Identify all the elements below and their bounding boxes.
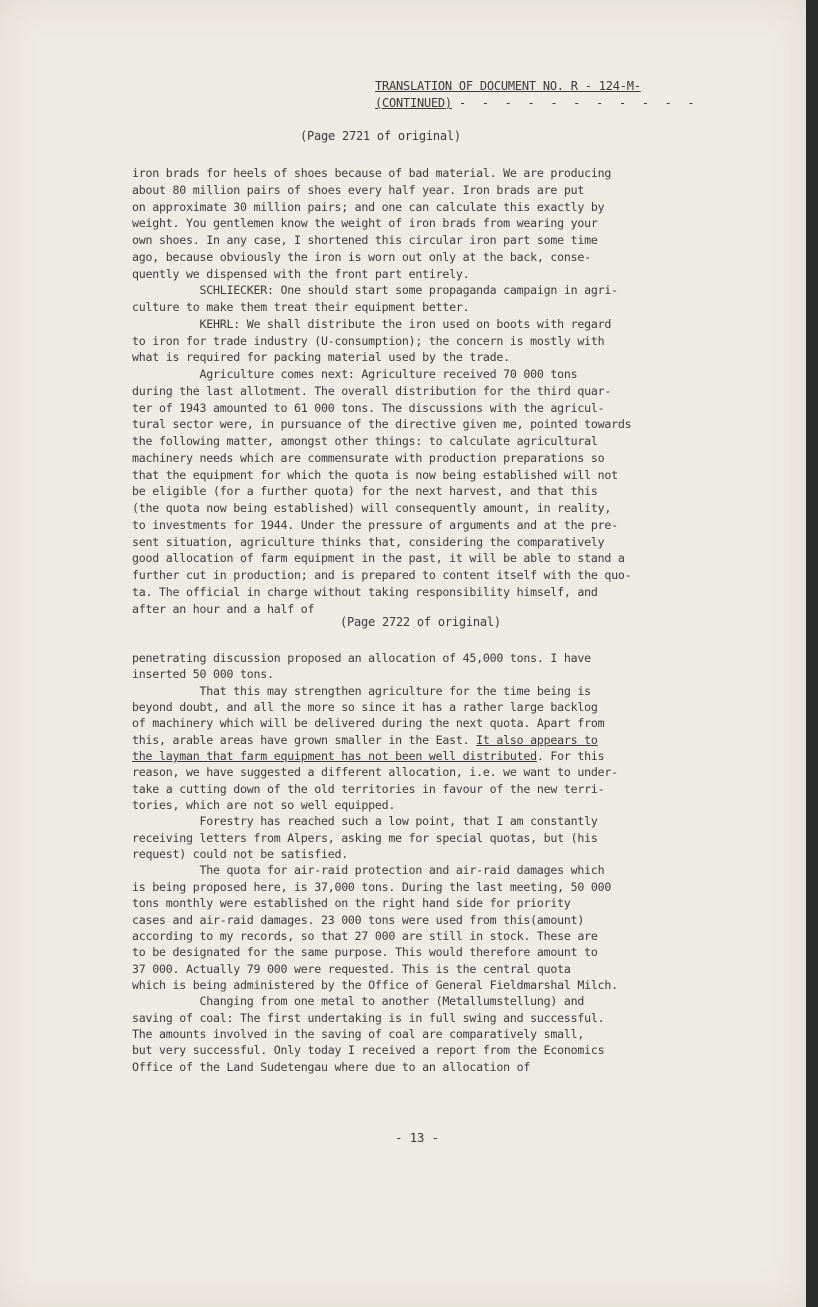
text-line: The amounts involved in the saving of coal are comparatively small, [132, 1026, 585, 1041]
text-line: machinery needs which are commensurate with production preparations so [132, 450, 605, 465]
text-line [132, 748, 732, 764]
text-line: this, arable areas have grown smaller in the East. It also appears to [132, 732, 598, 747]
text-line: own shoes. In any case, I shortened this circular iron part some time [132, 233, 598, 247]
header-dashes: - - - - - - - - - - - [458, 96, 699, 110]
text-line: ta. The official in charge without taking responsibility himself, and [132, 584, 598, 599]
underlined-text: the layman that farm equipment has not been well distributed [132, 749, 537, 764]
text-line: to be designated for the same purpose. This would therefore amount to [132, 945, 598, 960]
text-line: to iron for trade industry (U-consumption); the concern is mostly with [132, 333, 605, 348]
text-section-1 [132, 165, 732, 617]
text-line: that the equipment for which the quota is now being established will not [132, 467, 618, 482]
text-line: Changing from one metal to another (Metallumstellung) and [132, 994, 585, 1009]
text-line: ter of 1943 amounted to 61 000 tons. The discussions with the agricul- [132, 400, 605, 415]
text-line: about 80 million pairs of shoes every half year. Iron brads are put [132, 182, 585, 197]
scan-edge [806, 0, 818, 1307]
page-number: - 13 - [395, 1130, 439, 1145]
text-line: cases and air-raid damages. 23 000 tons were used from this(amount) [132, 912, 585, 927]
text-line: inserted 50 000 tons. [132, 667, 274, 682]
original-page-reference-2721: (Page 2721 of original) [300, 129, 461, 143]
text-line: is being proposed here, is 37,000 tons. During the last meeting, 50 000 [132, 879, 612, 894]
text-line: Forestry has reached such a low point, that I am constantly [132, 814, 598, 829]
text-line: Agriculture comes next: Agriculture received 70 000 tons [132, 367, 578, 381]
text-line: KEHRL: We shall distribute the iron used on boots with regard [132, 316, 612, 331]
text-line: after an hour and a half of [132, 601, 315, 616]
text-line: which is being administered by the Office of General Fieldmarshal Milch. [132, 977, 618, 992]
continued-label: (CONTINUED) [375, 96, 452, 110]
text-line: according to my records, so that 27 000 are still in stock. These are [132, 928, 598, 943]
text-line: quently we dispensed with the front part entirely. [132, 266, 470, 281]
text-line: SCHLIECKER: One should start some propaganda campaign in agri- [132, 283, 618, 298]
text-line: iron brads for heels of shoes because of bad material. We are producing [132, 166, 612, 180]
text-line: but very successful. Only today I received a report from the Economics [132, 1043, 605, 1058]
text-section-2 [132, 650, 732, 1075]
text-line: what is required for packing material used by the trade. [132, 350, 510, 365]
text-line: the following matter, amongst other things: to calculate agricultural [132, 434, 598, 448]
text-line: further cut in production; and is prepared to content itself with the quo- [132, 568, 632, 582]
text-line: of machinery which will be delivered during the next quota. Apart from [132, 716, 605, 731]
document-title: TRANSLATION OF DOCUMENT NO. R - 124-M- [375, 79, 641, 93]
text-line: tories, which are not so well equipped. [132, 798, 396, 813]
underlined-text: It also appears to [476, 732, 598, 747]
text-fragment: . For this [536, 749, 605, 764]
text-line: to investments for 1944. Under the pressure of arguments and at the pre- [132, 517, 618, 532]
text-line: during the last allotment. The overall distribution for the third quar- [132, 383, 612, 398]
text-line: tural sector were, in pursuance of the directive given me, pointed towards [132, 417, 632, 432]
text-line: sent situation, agriculture thinks that, considering the comparatively [132, 534, 605, 549]
text-line: receiving letters from Alpers, asking me for special quotas, but (his [132, 830, 598, 845]
text-line: good allocation of farm equipment in the past, it will be able to stand a [132, 551, 625, 566]
original-page-reference-2722: (Page 2722 of original) [340, 615, 501, 629]
text-line: ago, because obviously the iron is worn out only at the back, conse- [132, 249, 591, 264]
text-line: 37 000. Actually 79 000 were requested. This is the central quota [132, 961, 571, 976]
text-line: take a cutting down of the old territories in favour of the new terri- [132, 781, 605, 796]
text-line: be eligible (for a further quota) for the next harvest, and that this [132, 484, 598, 499]
text-line: (the quota now being established) will consequently amount, in reality, [132, 501, 612, 515]
text-line: The quota for air-raid protection and air-raid damages which [132, 863, 605, 878]
continued-line [375, 95, 699, 112]
text-line: penetrating discussion proposed an allocation of 45,000 tons. I have [132, 651, 591, 665]
text-line: request) could not be satisfied. [132, 847, 348, 862]
text-line: saving of coal: The first undertaking is in full swing and successful. [132, 1010, 605, 1025]
document-header [375, 78, 699, 112]
text-line: beyond doubt, and all the more so since it has a rather large backlog [132, 700, 598, 715]
text-line: tons monthly were established on the right hand side for priority [132, 896, 571, 911]
text-line: That this may strengthen agriculture for the time being is [132, 683, 591, 698]
text-line: reason, we have suggested a different allocation, i.e. we want to under- [132, 765, 618, 780]
text-line: weight. You gentlemen know the weight of iron brads from wearing your [132, 216, 598, 231]
text-line: culture to make them treat their equipment better. [132, 300, 470, 314]
text-line: Office of the Land Sudetengau where due to an allocation of [132, 1059, 531, 1074]
text-line: on approximate 30 million pairs; and one can calculate this exactly by [132, 199, 605, 214]
